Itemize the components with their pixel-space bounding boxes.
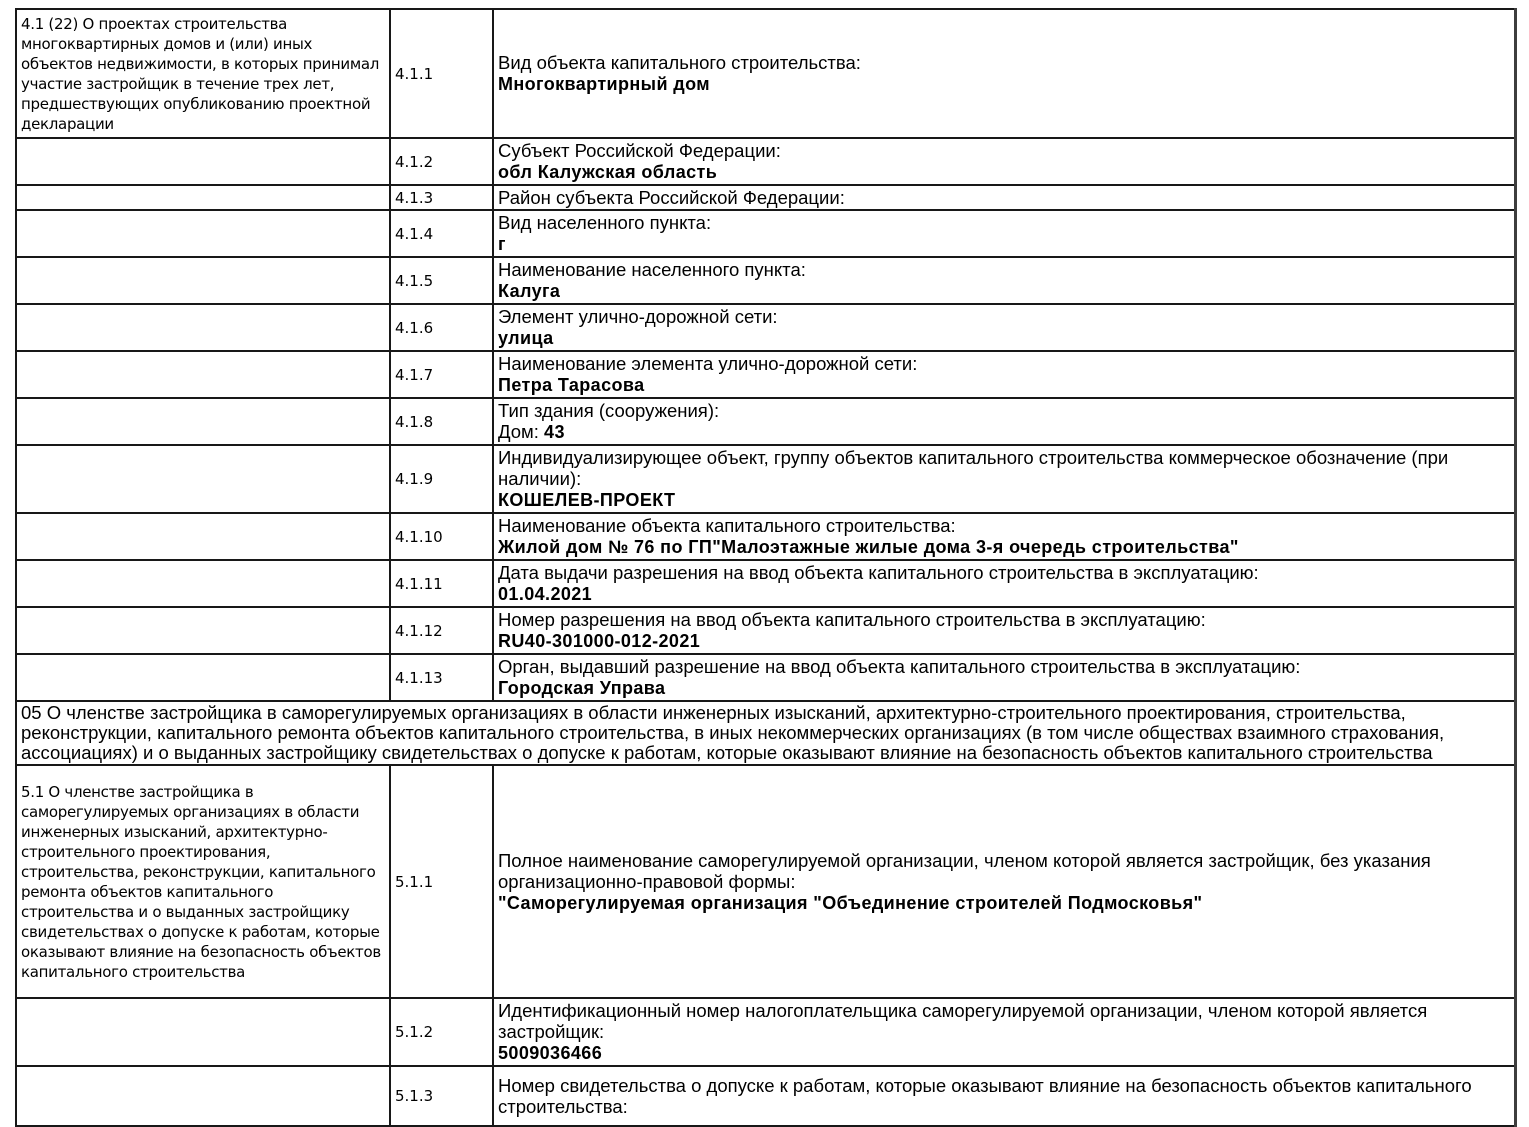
row-description-cell — [16, 138, 390, 185]
field-value-line — [498, 233, 1510, 255]
row-description-cell — [16, 351, 390, 398]
row-description-cell — [16, 304, 390, 351]
field-label: Тип здания (сооружения): — [498, 400, 720, 421]
field-value: Городская Управа — [498, 678, 666, 698]
field-value-prefix: Дом: — [498, 421, 545, 442]
field-value-line — [498, 677, 1510, 699]
row-description-cell: 4.1 (22) О проектах строительства многоквартирных домов и (или) иных объектов недвижимости, в которых принимал участие застройщик в течение трех лет, предшествующих опубликованию проектной декларации — [16, 9, 390, 138]
row-description-cell — [16, 185, 390, 210]
field-label: Номер свидетельства о допуске к работам, которые оказывают влияние на безопасность объектов капитального строительства: — [498, 1075, 1472, 1117]
field-value-line — [498, 630, 1510, 652]
row-description-cell — [16, 654, 390, 701]
field-label: Номер разрешения на ввод объекта капитального строительства в эксплуатацию: — [498, 609, 1206, 630]
field-label: Субъект Российской Федерации: — [498, 140, 781, 161]
row-code-cell: 4.1.10 — [390, 513, 493, 560]
table-row — [16, 304, 1515, 351]
row-description-cell — [16, 560, 390, 607]
section-header-row — [16, 701, 1515, 765]
field-value: Калуга — [498, 281, 561, 301]
row-content-cell — [493, 351, 1515, 398]
field-value-line — [498, 374, 1510, 396]
field-value: 5009036466 — [498, 1043, 603, 1063]
field-label: Индивидуализирующее объект, группу объектов капитального строительства коммерческое обозначение (при наличии): — [498, 447, 1449, 489]
row-code-cell: 4.1.7 — [390, 351, 493, 398]
field-label: Орган, выдавший разрешение на ввод объекта капитального строительства в эксплуатацию: — [498, 656, 1301, 677]
field-value-line — [498, 73, 1510, 95]
field-label: Вид объекта капитального строительства: — [498, 52, 861, 73]
row-code-cell: 4.1.6 — [390, 304, 493, 351]
row-content-cell — [493, 398, 1515, 445]
section-header-cell: 05 О членстве застройщика в саморегулируемых организациях в области инженерных изысканий, архитектурно-строительного проектирования, строительства, реконструкции, капитального ремонта объектов капитального строительства, в иных некоммерческих организациях (в том числе обществах взаимного страхования, ассоциациях) и о выданных застройщику свидетельствах о допуске к работам, которые оказывают влияние на безопасность объектов капитального строительства — [16, 701, 1515, 765]
row-description-cell — [16, 398, 390, 445]
field-label: Наименование населенного пункта: — [498, 259, 806, 280]
field-value-line — [498, 280, 1510, 302]
field-value-line — [498, 1042, 1510, 1064]
row-content-cell — [493, 445, 1515, 513]
row-content-cell — [493, 138, 1515, 185]
field-value: 43 — [544, 422, 565, 442]
row-description-cell — [16, 1066, 390, 1126]
field-value: Жилой дом № 76 по ГП"Малоэтажные жилые дома 3-я очередь строительства" — [498, 537, 1239, 557]
table-row — [16, 513, 1515, 560]
row-content-cell — [493, 654, 1515, 701]
field-label: Дата выдачи разрешения на ввод объекта капитального строительства в эксплуатацию: — [498, 562, 1259, 583]
row-description-cell — [16, 210, 390, 257]
row-content-cell — [493, 560, 1515, 607]
row-content-cell — [493, 9, 1515, 138]
field-value-line — [498, 583, 1510, 605]
row-code-cell: 4.1.4 — [390, 210, 493, 257]
field-label: Полное наименование саморегулируемой организации, членом которой является застройщик, без указания организационно-правовой формы: — [498, 849, 1431, 892]
row-code-cell: 4.1.3 — [390, 185, 493, 210]
table-row — [16, 351, 1515, 398]
row-content-cell — [493, 765, 1515, 998]
field-value: г — [498, 234, 506, 254]
field-value: RU40-301000-012-2021 — [498, 631, 701, 651]
row-content-cell — [493, 607, 1515, 654]
field-value-line — [498, 489, 1510, 511]
field-value: Многоквартирный дом — [498, 74, 711, 94]
row-description-cell — [16, 513, 390, 560]
row-content-cell — [493, 257, 1515, 304]
table-row — [16, 607, 1515, 654]
field-label: Наименование элемента улично-дорожной сети: — [498, 353, 918, 374]
table-row — [16, 185, 1515, 210]
table-row — [16, 654, 1515, 701]
field-value: КОШЕЛЕВ-ПРОЕКТ — [498, 490, 676, 510]
row-description-cell: 5.1 О членстве застройщика в саморегулируемых организациях в области инженерных изысканий, архитектурно-строительного проектирования, строительства, реконструкции, капитального ремонта объектов капитального строительства и о выданных застройщику свидетельствах о допуске к работам, которые оказывают влияние на безопасность объектов капитального строительства — [16, 765, 390, 998]
row-code-cell: 4.1.13 — [390, 654, 493, 701]
row-code-cell: 5.1.2 — [390, 998, 493, 1066]
table-row — [16, 9, 1515, 138]
row-code-cell: 4.1.1 — [390, 9, 493, 138]
field-label: Наименование объекта капитального строительства: — [498, 515, 956, 536]
field-value: обл Калужская область — [498, 162, 718, 182]
row-code-cell: 4.1.11 — [390, 560, 493, 607]
row-code-cell: 4.1.2 — [390, 138, 493, 185]
field-value: улица — [498, 328, 554, 348]
table-row — [16, 560, 1515, 607]
table-row — [16, 998, 1515, 1066]
row-content-cell — [493, 210, 1515, 257]
field-value-line — [498, 327, 1510, 349]
table-row — [16, 765, 1515, 998]
row-code-cell: 4.1.12 — [390, 607, 493, 654]
row-content-cell — [493, 185, 1515, 210]
row-code-cell: 5.1.1 — [390, 765, 493, 998]
row-code-cell: 4.1.8 — [390, 398, 493, 445]
row-description-cell — [16, 257, 390, 304]
field-label: Идентификационный номер налогоплательщика саморегулируемой организации, членом которой является застройщик: — [498, 1000, 1428, 1042]
row-content-cell — [493, 304, 1515, 351]
row-code-cell: 4.1.9 — [390, 445, 493, 513]
field-label: Элемент улично-дорожной сети: — [498, 306, 778, 327]
field-value: "Саморегулируемая организация "Объединение строителей Подмосковья" — [498, 892, 1203, 913]
table-row — [16, 398, 1515, 445]
row-description-cell — [16, 998, 390, 1066]
table-row — [16, 210, 1515, 257]
row-code-cell: 5.1.3 — [390, 1066, 493, 1126]
row-description-cell — [16, 445, 390, 513]
row-content-cell — [493, 513, 1515, 560]
row-content-cell — [493, 998, 1515, 1066]
row-description-cell — [16, 607, 390, 654]
table-row — [16, 1066, 1515, 1126]
table-row — [16, 445, 1515, 513]
table-row — [16, 257, 1515, 304]
field-value-line — [498, 161, 1510, 183]
row-content-cell — [493, 1066, 1515, 1126]
field-value: Петра Тарасова — [498, 375, 645, 395]
declaration-table-body — [16, 9, 1515, 1126]
field-value-line — [498, 421, 1510, 443]
row-code-cell: 4.1.5 — [390, 257, 493, 304]
field-value-line — [498, 536, 1510, 558]
field-value: 01.04.2021 — [498, 584, 593, 604]
field-label: Вид населенного пункта: — [498, 212, 712, 233]
table-row — [16, 138, 1515, 185]
field-value-line — [498, 892, 1510, 914]
declaration-table — [15, 8, 1517, 1127]
field-label: Район субъекта Российской Федерации: — [498, 187, 845, 208]
